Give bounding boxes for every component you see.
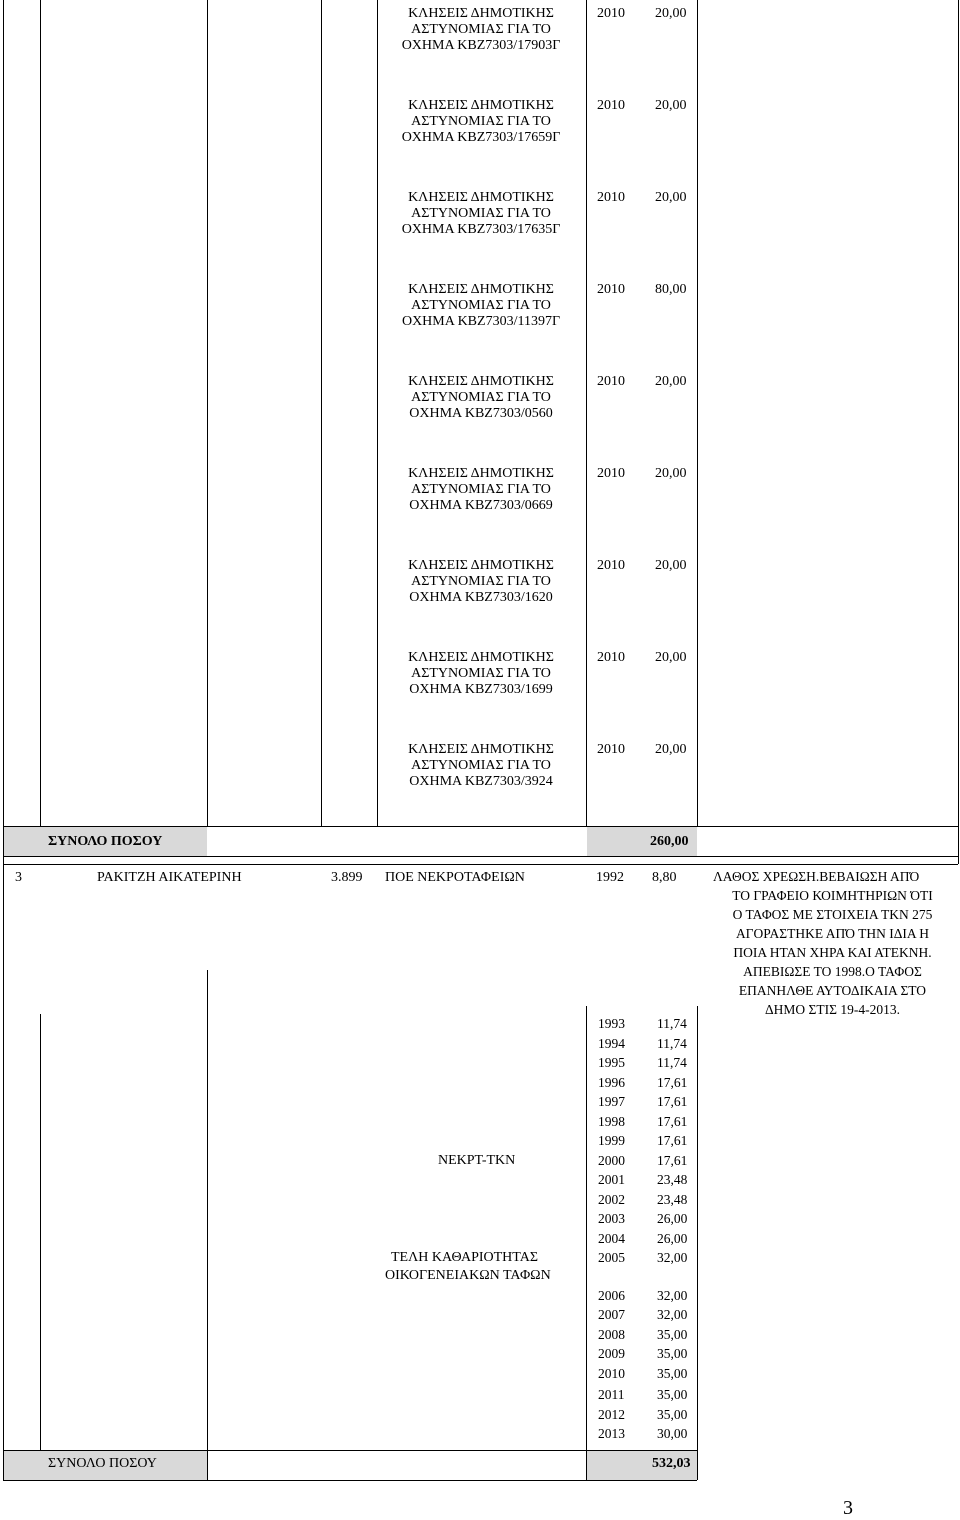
entry-description xyxy=(351,282,611,330)
entry-amount: 80,00 xyxy=(655,282,687,297)
year-row-year: 2006 xyxy=(598,1288,625,1303)
total-row-bottom-line xyxy=(3,856,958,857)
year-row-amount: 35,00 xyxy=(657,1366,688,1381)
year-row-amount: 32,00 xyxy=(657,1288,688,1303)
record-note-line: ΔΗΜΟ ΣΤΙΣ 19-4-2013. xyxy=(764,1002,900,1017)
entry-description-line: ΑΣΤΥΝΟΜΙΑΣ ΓΙΑ ΤΟ xyxy=(411,114,551,129)
column-divider xyxy=(321,0,322,826)
entry-amount: 20,00 xyxy=(655,742,687,757)
entry-description-line: ΚΛΗΣΕΙΣ ΔΗΜΟΤΙΚΗΣ xyxy=(408,98,554,113)
entry-year: 2010 xyxy=(597,466,625,481)
table-border-left xyxy=(3,0,4,1480)
year-row-year: 2003 xyxy=(598,1211,625,1226)
year-row-amount: 30,00 xyxy=(657,1426,688,1441)
year-row-amount: 26,00 xyxy=(657,1211,688,1226)
year-row-year: 1999 xyxy=(598,1133,625,1148)
record-code: 3.899 xyxy=(331,870,363,885)
year-row-amount: 17,61 xyxy=(657,1075,688,1090)
entry-description-line: ΚΛΗΣΕΙΣ ΔΗΜΟΤΙΚΗΣ xyxy=(408,650,554,665)
entry-description xyxy=(351,190,611,238)
entry-description-line: ΑΣΤΥΝΟΜΙΑΣ ΓΙΑ ΤΟ xyxy=(411,206,551,221)
entry-description-line: ΚΛΗΣΕΙΣ ΔΗΜΟΤΙΚΗΣ xyxy=(408,282,554,297)
page-number: 3 xyxy=(843,1497,853,1519)
column-divider xyxy=(586,1006,587,1480)
entry-description-line: ΚΛΗΣΕΙΣ ΔΗΜΟΤΙΚΗΣ xyxy=(408,6,554,21)
section-divider-line xyxy=(3,864,958,865)
column-divider xyxy=(40,0,41,826)
year-row-amount: 17,61 xyxy=(657,1094,688,1109)
year-row-year: 2013 xyxy=(598,1426,625,1441)
year-row-year: 1998 xyxy=(598,1114,625,1129)
year-row-year: 1997 xyxy=(598,1094,625,1109)
year-row-year: 2012 xyxy=(598,1407,625,1422)
year-row-year: 2002 xyxy=(598,1192,625,1207)
column-divider xyxy=(697,0,698,826)
year-row-amount: 11,74 xyxy=(657,1036,687,1051)
entry-description-line: ΟΧΗΜΑ ΚΒΖ7303/1699 xyxy=(409,682,553,697)
entry-description-line: ΟΧΗΜΑ ΚΒΖ7303/17635Γ xyxy=(401,222,561,237)
entry-year: 2010 xyxy=(597,650,625,665)
year-row-year: 2000 xyxy=(598,1153,625,1168)
record-note-line: ΛΑΘΟΣ ΧΡΕΩΣΗ.ΒΕΒΑΙΩΣΗ ΑΠΌ xyxy=(713,869,920,884)
entry-amount: 20,00 xyxy=(655,190,687,205)
year-row-year: 2001 xyxy=(598,1172,625,1187)
entry-amount: 20,00 xyxy=(655,650,687,665)
year-row-amount: 17,61 xyxy=(657,1133,688,1148)
year-row-amount: 32,00 xyxy=(657,1250,688,1265)
record-number: 3 xyxy=(15,870,22,885)
entry-description-line: ΑΣΤΥΝΟΜΙΑΣ ΓΙΑ ΤΟ xyxy=(411,22,551,37)
year-row-year: 1994 xyxy=(598,1036,625,1051)
column-divider xyxy=(207,970,208,1480)
year-row-amount: 17,61 xyxy=(657,1114,688,1129)
record-note-line: Ο ΤΑΦΟΣ ΜΕ ΣΤΟΙΧΕΙΑ ΤΚΝ 275 xyxy=(732,907,933,922)
label-teli-line-2: ΟΙΚΟΓΕΝΕΙΑΚΩΝ ΤΑΦΩΝ xyxy=(385,1268,551,1283)
entry-year: 2010 xyxy=(597,98,625,113)
year-row-year: 2008 xyxy=(598,1327,625,1342)
year-row-year: 2009 xyxy=(598,1346,625,1361)
entry-year: 2010 xyxy=(597,742,625,757)
entry-description xyxy=(351,742,611,790)
entry-description-line: ΟΧΗΜΑ ΚΒΖ7303/0669 xyxy=(409,498,553,513)
table-border-right xyxy=(958,0,959,864)
entry-description-line: ΑΣΤΥΝΟΜΙΑΣ ΓΙΑ ΤΟ xyxy=(411,482,551,497)
record-note-line: ΑΓΟΡΑΣΤΗΚΕ ΑΠΌ ΤΗΝ ΙΔΙΑ Η xyxy=(735,926,930,941)
entry-description-line: ΚΛΗΣΕΙΣ ΔΗΜΟΤΙΚΗΣ xyxy=(408,466,554,481)
year-row-year: 2004 xyxy=(598,1231,625,1246)
entry-description xyxy=(351,98,611,146)
year-row-amount: 35,00 xyxy=(657,1346,688,1361)
entry-year: 2010 xyxy=(597,374,625,389)
year-row-amount: 23,48 xyxy=(657,1172,688,1187)
entry-year: 2010 xyxy=(597,282,625,297)
entry-year: 2010 xyxy=(597,6,625,21)
record-note-line: ΑΠΕΒΙΩΣΕ ΤΟ 1998.Ο ΤΑΦΟΣ xyxy=(743,964,922,979)
record-service: ΠΟΕ ΝΕΚΡΟΤΑΦΕΙΩΝ xyxy=(385,870,525,885)
entry-description xyxy=(351,650,611,698)
entry-description-line: ΚΛΗΣΕΙΣ ΔΗΜΟΤΙΚΗΣ xyxy=(408,742,554,757)
entry-description-line: ΑΣΤΥΝΟΜΙΑΣ ΓΙΑ ΤΟ xyxy=(411,390,551,405)
record-year: 1992 xyxy=(596,870,624,885)
entry-description-line: ΟΧΗΜΑ ΚΒΖ7303/3924 xyxy=(409,774,553,789)
year-row-amount: 35,00 xyxy=(657,1327,688,1342)
record-note-line: ΤΟ ΓΡΑΦΕΙΟ ΚΟΙΜΗΤΗΡΙΩΝ ΌΤΙ xyxy=(732,888,933,903)
year-row-year: 2007 xyxy=(598,1307,625,1322)
entry-amount: 20,00 xyxy=(655,6,687,21)
year-row-year: 2005 xyxy=(598,1250,625,1265)
year-row-year: 1996 xyxy=(598,1075,625,1090)
entry-description xyxy=(351,558,611,606)
record-amount: 8,80 xyxy=(652,870,677,885)
entry-amount: 20,00 xyxy=(655,558,687,573)
column-divider xyxy=(207,0,208,826)
entry-description xyxy=(351,6,611,54)
entry-description-line: ΟΧΗΜΑ ΚΒΖ7303/11397Γ xyxy=(401,314,561,329)
entry-amount: 20,00 xyxy=(655,98,687,113)
entry-description-line: ΟΧΗΜΑ ΚΒΖ7303/1620 xyxy=(409,590,553,605)
entry-description xyxy=(351,374,611,422)
entry-description-line: ΟΧΗΜΑ ΚΒΖ7303/17659Γ xyxy=(401,130,561,145)
year-row-amount: 26,00 xyxy=(657,1231,688,1246)
total-2-label: ΣΥΝΟΛΟ ΠΟΣΟΥ xyxy=(48,1456,157,1471)
entry-year: 2010 xyxy=(597,190,625,205)
total-2-bottom-line xyxy=(3,1480,697,1481)
entry-year: 2010 xyxy=(597,558,625,573)
entry-description-line: ΑΣΤΥΝΟΜΙΑΣ ΓΙΑ ΤΟ xyxy=(411,666,551,681)
entry-description-line: ΚΛΗΣΕΙΣ ΔΗΜΟΤΙΚΗΣ xyxy=(408,558,554,573)
label-teli-line-1: ΤΕΛΗ ΚΑΘΑΡΙΟΤΗΤΑΣ xyxy=(391,1250,538,1265)
record-note-line: ΠΟΙΑ ΗΤΑΝ ΧΗΡΑ ΚΑΙ ΑΤΕΚΝΗ. xyxy=(733,945,932,960)
entry-description-line: ΑΣΤΥΝΟΜΙΑΣ ΓΙΑ ΤΟ xyxy=(411,758,551,773)
year-row-amount: 23,48 xyxy=(657,1192,688,1207)
year-row-year: 2011 xyxy=(598,1387,625,1402)
entry-description-line: ΚΛΗΣΕΙΣ ΔΗΜΟΤΙΚΗΣ xyxy=(408,374,554,389)
entry-description xyxy=(351,466,611,514)
year-row-amount: 35,00 xyxy=(657,1387,688,1402)
year-row-amount: 17,61 xyxy=(657,1153,688,1168)
year-row-year: 2010 xyxy=(598,1366,625,1381)
entry-description-line: ΟΧΗΜΑ ΚΒΖ7303/0560 xyxy=(409,406,553,421)
year-row-year: 1993 xyxy=(598,1016,625,1031)
entry-description-line: ΟΧΗΜΑ ΚΒΖ7303/17903Γ xyxy=(401,38,561,53)
year-row-year: 1995 xyxy=(598,1055,625,1070)
entry-description-line: ΑΣΤΥΝΟΜΙΑΣ ΓΙΑ ΤΟ xyxy=(411,298,551,313)
year-row-amount: 11,74 xyxy=(657,1016,687,1031)
record-name: ΡΑΚΙΤΖΗ ΑΙΚΑΤΕΡΙΝΗ xyxy=(97,870,242,885)
column-divider xyxy=(40,1014,41,1450)
total-2-amount: 532,03 xyxy=(652,1456,691,1471)
column-divider xyxy=(697,1006,698,1480)
year-row-amount: 35,00 xyxy=(657,1407,688,1422)
label-nekrt-tkn: ΝΕΚΡΤ-ΤΚΝ xyxy=(438,1153,516,1168)
year-row-amount: 32,00 xyxy=(657,1307,688,1322)
entry-description-line: ΚΛΗΣΕΙΣ ΔΗΜΟΤΙΚΗΣ xyxy=(408,190,554,205)
year-row-amount: 11,74 xyxy=(657,1055,687,1070)
entry-amount: 20,00 xyxy=(655,466,687,481)
entry-amount: 20,00 xyxy=(655,374,687,389)
entry-description-line: ΑΣΤΥΝΟΜΙΑΣ ΓΙΑ ΤΟ xyxy=(411,574,551,589)
total-amount: 260,00 xyxy=(650,834,689,849)
total-label: ΣΥΝΟΛΟ ΠΟΣΟΥ xyxy=(48,834,163,849)
record-note-line: ΕΠΑΝΗΛΘΕ ΑΥΤΟΔΙΚΑΙΑ ΣΤΟ xyxy=(738,983,927,998)
